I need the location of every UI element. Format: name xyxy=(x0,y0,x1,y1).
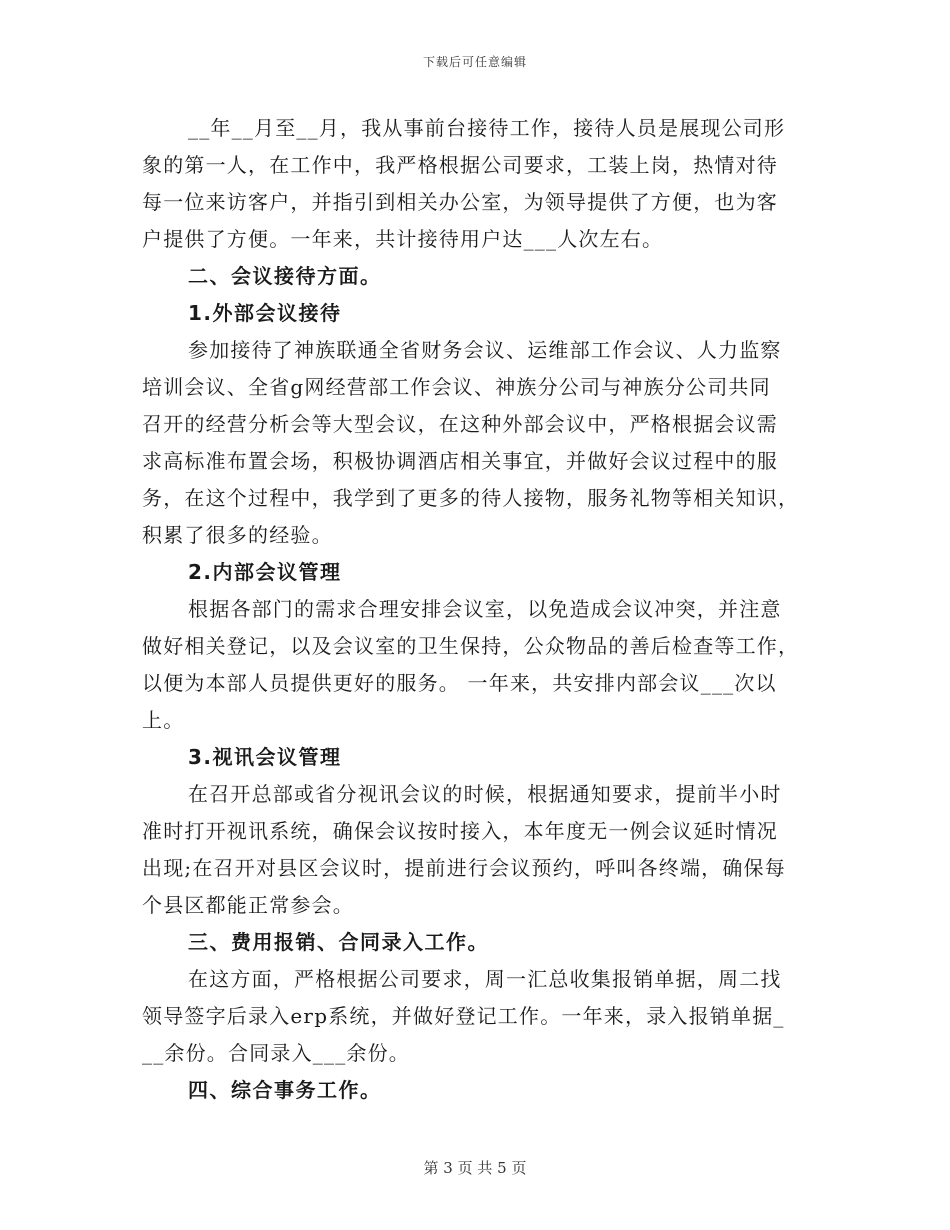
subsection-heading: 3.视讯会议管理 xyxy=(188,745,342,769)
section-heading: 四、综合事务工作。 xyxy=(188,1078,382,1102)
header-note: 下载后可任意编辑 xyxy=(422,55,527,69)
paragraph-line: 个县区都能正常参会。 xyxy=(142,893,354,917)
paragraph-line: 每一位来访客户，并指引到相关办公室，为领导提供了方便，也为客 xyxy=(142,190,778,214)
subsection-heading: 2.内部会议管理 xyxy=(188,560,342,584)
paragraph-line: 上。 xyxy=(142,708,185,732)
paragraph-line: 召开的经营分析会等大型会议，在这种外部会议中，严格根据会议需 xyxy=(142,412,778,436)
paragraph-line: 象的第一人，在工作中，我严格根据公司要求，工装上岗，热情对待 xyxy=(142,153,778,177)
section-heading: 二、会议接待方面。 xyxy=(188,264,382,288)
paragraph-line: 培训会议、全省g网经营部工作会议、神族分公司与神族分公司共同 xyxy=(142,375,771,399)
paragraph-line: 领导签字后录入erp系统，并做好登记工作。一年来，录入报销单据_ xyxy=(142,1004,785,1028)
page-number: 第 3 页 共 5 页 xyxy=(423,1159,527,1177)
paragraph-line: 出现;在召开对县区会议时，提前进行会议预约，呼叫各终端，确保每 xyxy=(142,856,786,880)
paragraph-line: 做好相关登记，以及会议室的卫生保持，公众物品的善后检查等工作， xyxy=(142,634,800,658)
paragraph-line: 积累了很多的经验。 xyxy=(142,523,333,547)
document-body xyxy=(142,110,802,1109)
section-heading: 三、费用报销、合同录入工作。 xyxy=(188,930,489,954)
subsection-heading: 1.外部会议接待 xyxy=(188,301,342,325)
paragraph-line: 务，在这个过程中，我学到了更多的待人接物，服务礼物等相关知识， xyxy=(142,486,800,510)
paragraph-line: 根据各部门的需求合理安排会议室，以免造成会议冲突，并注意 xyxy=(188,597,782,621)
paragraph-line: 准时打开视讯系统，确保会议按时接入，本年度无一例会议延时情况 xyxy=(142,819,778,843)
paragraph-line: 以便为本部人员提供更好的服务。 一年来，共安排内部会议___次以 xyxy=(142,671,777,695)
paragraph-line: __余份。合同录入___余份。 xyxy=(142,1041,410,1065)
paragraph-line: 在召开总部或省分视讯会议的时候，根据通知要求，提前半小时 xyxy=(188,782,782,806)
paragraph-line: __年__月至__月，我从事前台接待工作，接待人员是展现公司形 xyxy=(188,116,786,140)
paragraph-line: 在这方面，严格根据公司要求，周一汇总收集报销单据，周二找 xyxy=(188,967,782,991)
paragraph-line: 参加接待了神族联通全省财务会议、运维部工作会议、人力监察 xyxy=(188,338,782,362)
paragraph-line: 户提供了方便。一年来，共计接待用户达___人次左右。 xyxy=(142,227,664,251)
paragraph-line: 求高标准布置会场，积极协调酒店相关事宜，并做好会议过程中的服 xyxy=(142,449,778,473)
